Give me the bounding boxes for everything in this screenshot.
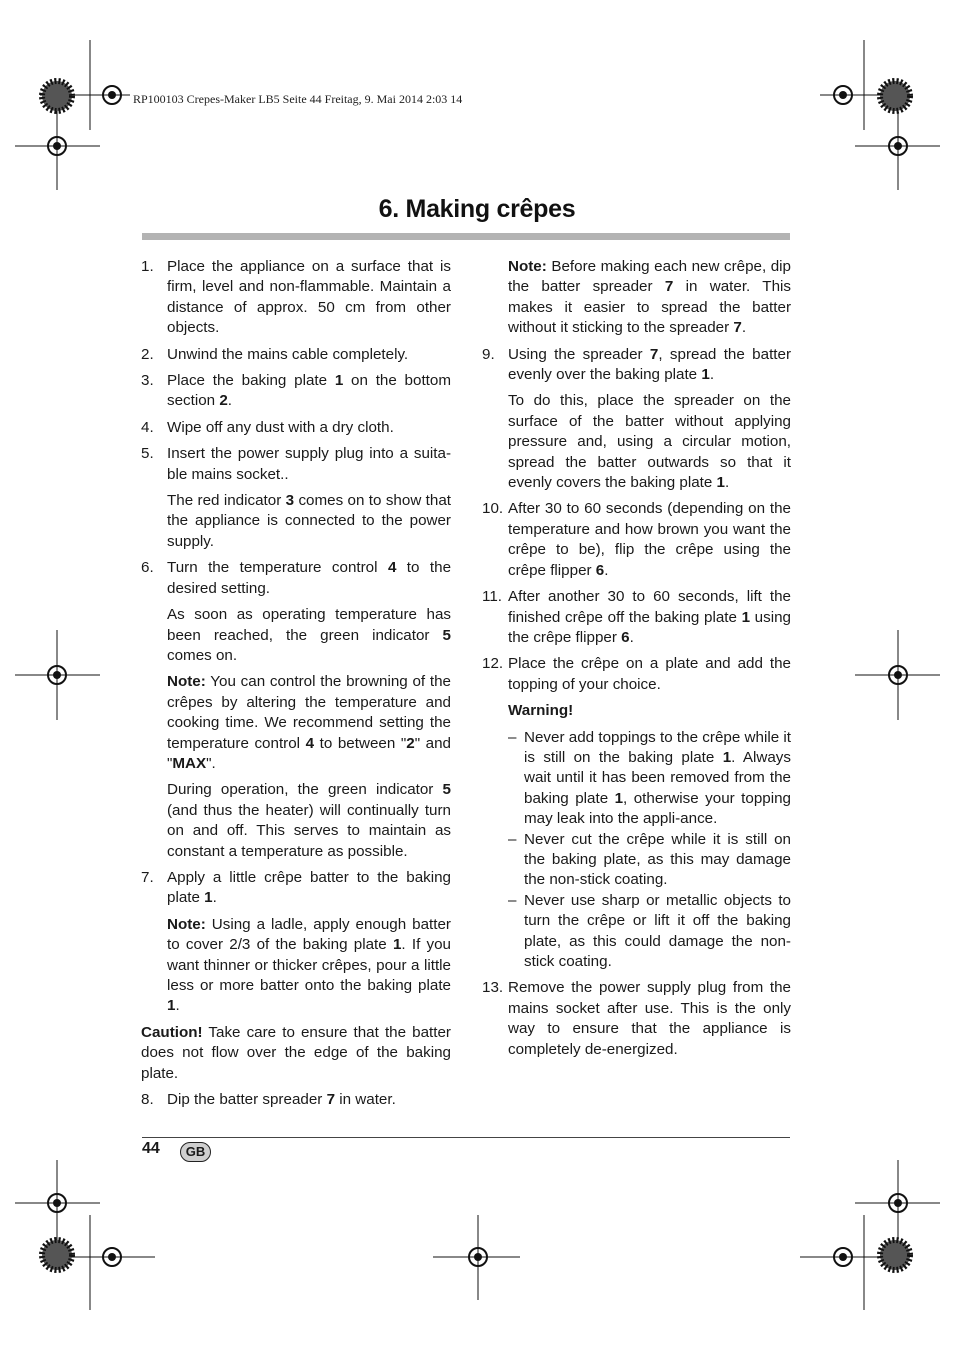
step-8: 8. Dip the batter spreader 7 in water. <box>141 1091 396 1109</box>
page-title: 6. Making crêpes <box>378 195 576 223</box>
step-6-note: Note: You can control the browning of the crêpes by altering the temperature and cooking time. We recommend setting the temperature control 4 to between "2" and "MAX". <box>167 673 452 772</box>
step-13: 13. Remove the power supply plug from the mains socket after use. This is the only way to ensure that the appliance is completely de-energized. <box>482 979 791 1058</box>
step-12: 12. Place the crêpe on a plate and add the topping of your choice. <box>482 655 791 693</box>
step-7: 7. Apply a little crêpe batter to the baking plate 1. <box>141 868 451 907</box>
title-underline-bar <box>142 233 790 240</box>
step-6-paragraph-1: As soon as operating temperature has been reached, the green indicator 5 comes on. <box>167 606 451 664</box>
warning-heading: Warning! <box>508 702 574 720</box>
step-6: 6. Turn the temperature control 4 to the desired setting. <box>141 559 452 597</box>
step-8-note: Note: Before making each new crêpe, dip the batter spreader 7 in water. This makes it easier to spread the batter without it sticking to the spreader 7. <box>508 258 791 337</box>
left-column <box>141 257 451 1116</box>
footer-rule <box>142 1137 790 1138</box>
step-5-paragraph: The red indicator 3 comes on to show that the appliance is connected to the power supply. <box>167 492 451 550</box>
step-9-paragraph: To do this, place the spreader on the surface of the batter without applying pressure and, using a circular motion, spread the batter outwards so that it evenly covers the baking plate 1. <box>508 392 791 492</box>
step-2: 2. Unwind the mains cable completely. <box>141 345 409 363</box>
step-4: 4. Wipe off any dust with a dry cloth. <box>141 418 394 436</box>
right-column <box>482 257 791 1066</box>
step-6-paragraph-2: During operation, the green indicator 5 (and thus the heater) will continually turn on and off. This serves to maintain as constant a temperature as possible. <box>167 781 451 860</box>
print-info-line: RP100103 Crepes-Maker LB5 Seite 44 Freitag, 9. Mai 2014 2:03 14 <box>133 92 463 106</box>
language-badge: GB <box>180 1142 211 1162</box>
page-number: 44 <box>142 1140 160 1157</box>
step-10: 10. After 30 to 60 seconds (depending on the temperature and how brown you want the crêpe to be), flip the crêpe using the crêpe flipper 6. <box>482 500 791 579</box>
warning-item-2: – Never cut the crêpe while it is still on the baking plate, as this may damage the non-stick coating. <box>508 830 791 889</box>
warning-item-3: – Never use sharp or metallic objects to turn the crêpe or lift it off the baking plate, as this could damage the non-stick coating. <box>508 891 791 970</box>
warning-item-1: – Never add toppings to the crêpe while it is still on the baking plate 1. Always wait until it has been removed from the baking plate 1, otherwise your topping may leak into the appli-ance. <box>508 728 791 828</box>
step-7-note: Note: Using a ladle, apply enough batter to cover 2/3 of the baking plate 1. If you want thinner or thicker crêpes, pour a little less or more batter onto the baking plate 1. <box>167 915 451 1015</box>
step-9: 9. Using the spreader 7, spread the batter evenly over the baking plate 1. <box>482 345 792 384</box>
step-5: 5. Insert the power supply plug into a suita-ble mains socket.. <box>141 445 451 483</box>
step-1: 1. Place the appliance on a surface that is firm, level and non-flammable. Maintain a distance of approx. 50 cm from other objects. <box>141 258 451 337</box>
caution-paragraph: Caution! Take care to ensure that the batter does not flow over the edge of the baking plate. <box>141 1023 451 1082</box>
step-3: 3. Place the baking plate 1 on the bottom section 2. <box>141 372 451 410</box>
step-11: 11. After another 30 to 60 seconds, lift the finished crêpe off the baking plate 1 using the crêpe flipper 6. <box>482 588 791 646</box>
